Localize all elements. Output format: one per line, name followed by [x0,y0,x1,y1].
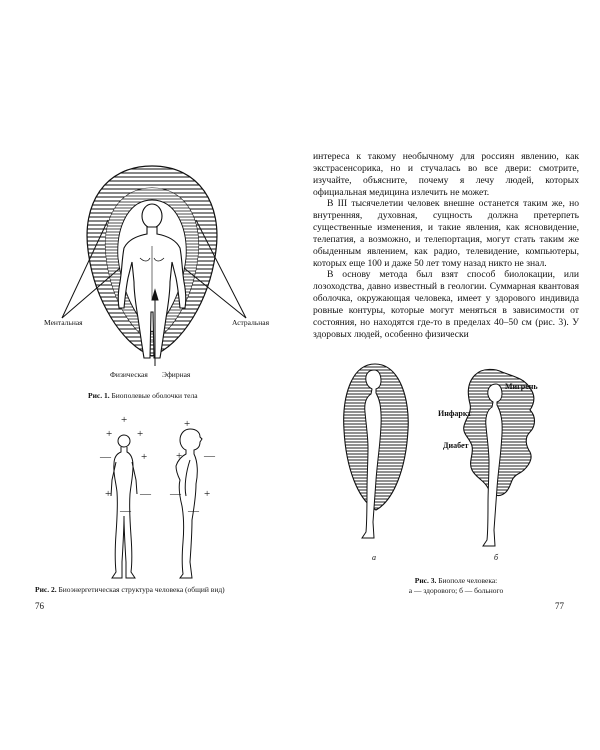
fig2-number: Рис. 2. [35,585,57,594]
plus-sign: + [176,450,183,462]
label-diabetes: Диабет [443,441,469,450]
fig3-legend: а — здорового; б — больного [408,586,504,595]
plus-sign: + [184,418,191,430]
minus-sign: — [170,488,181,500]
label-migraine: Мигрень [505,382,538,391]
fig2-title: Биоэнергетическая структура человека (общий вид) [58,585,225,594]
plus-sign: + [106,428,113,440]
label-mental: Ментальная [44,318,83,327]
plus-sign: + [137,428,144,440]
biofield-figure-3 [300,0,600,750]
minus-sign: — [188,505,199,517]
paragraph: интереса к такому необычному для россиян явлению, как экстрасенсорика, но и стучалась во все двери: смотрите, изучайте, объясните, почему я лечу людей, которых официальная медицина излечить не может. [313,151,579,198]
page-number-right: 77 [555,601,564,611]
label-a: а [372,553,376,562]
fig1-title: Биополевые оболочки тела [111,391,198,400]
fig3-caption [356,576,556,596]
minus-sign: — [120,505,131,517]
fig3-title: Биополе человека: [438,576,498,585]
fig3-number: Рис. 3. [414,576,437,585]
right-page [300,0,600,750]
plus-sign: + [121,414,128,426]
label-b: б [494,553,499,562]
minus-sign: — [204,450,215,462]
fig2-caption [35,585,225,595]
fig1-caption [88,391,198,401]
label-physical: Физическая [110,370,148,379]
plus-sign: + [141,451,148,463]
minus-sign: — [140,488,151,500]
fig1-number: Рис. 1. [88,391,110,400]
paragraph: В III тысячелетии человек внешне останется таким же, но внутренняя, духовная, сущность должна претерпеть существенные изменения, и такие явления, как ясновидение, телепатия, а возможно, и телепортация, могут стать таким же обыденным явлением, как радио, телевидение, компьютеры, которых еще 100 и даже 50 лет тому назад никто не знал. [313,198,579,269]
minus-sign: — [100,451,111,463]
label-infarct: Инфаркт [438,409,472,418]
page-number-left: 76 [35,601,44,611]
plus-sign: + [105,488,112,500]
plus-sign: + [204,488,211,500]
paragraph: В основу метода был взят способ биолокации, или лозоходства, давно известный в геологии. Суммарная квантовая оболочка, окружающая человека, имеет у здорового индивида ровные контуры, которые могут меняться в зависимости от состояния, но находятся где-то в пределах 40–50 см (рис. 3). У здоровых людей, особенно физически [313,269,579,340]
label-etheric: Эфирная [162,370,191,379]
label-astral: Астральная [232,318,270,327]
